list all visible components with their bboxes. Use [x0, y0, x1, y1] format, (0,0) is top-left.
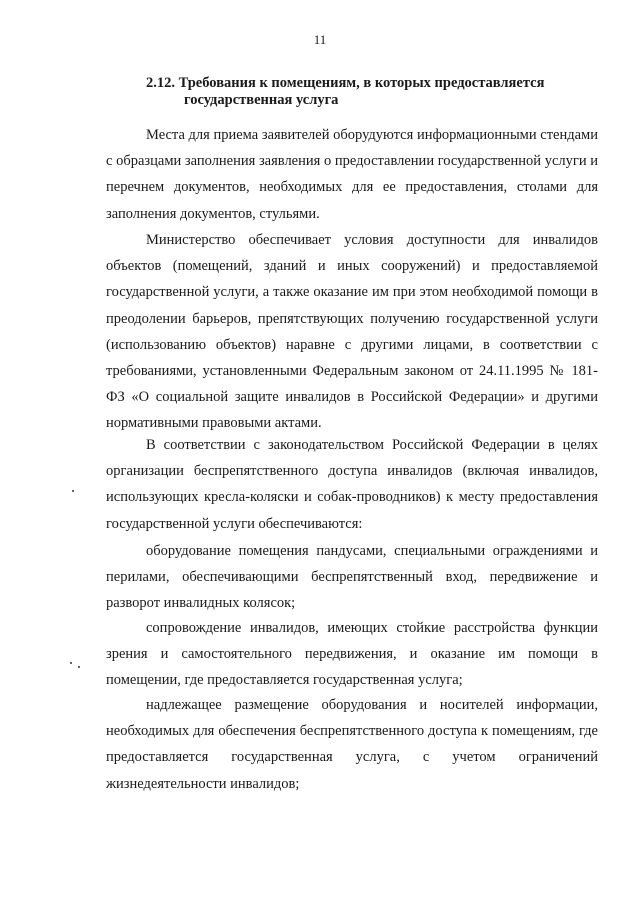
section-title-line1: Требования к помещениям, в которых предоставляется [178, 75, 545, 91]
section-number: 2.12. [146, 75, 175, 91]
scan-speck [72, 490, 74, 492]
list-item-ramps: оборудование помещения пандусами, специальными ограждениями и перилами, обеспечивающими беспрепятственный вход, передвижение и разворот инвалидных колясок; [106, 543, 598, 612]
paragraph-waiting-area: Места для приема заявителей оборудуются информационными стендами с образцами заполнения заявления о предоставлении государственной услуги и перечнем документов, необходимых для ее предоставления, столами для заполнения документов, стульями. [106, 127, 598, 222]
list-item-equipment: надлежащее размещение оборудования и носителей информации, необходимых для обеспечения беспрепятственного доступа к помещениям, где предоставляется государственная услуга, с учетом ограничений жизнедеятельности инвалидов; [106, 697, 598, 792]
section-heading [146, 75, 598, 109]
list-item-escort: сопровождение инвалидов, имеющих стойкие расстройства функции зрения и самостоятельного передвижения, и оказание им помощи в помещении, где предоставляется государственная услуга; [106, 620, 598, 689]
paragraph-legislation: В соответствии с законодательством Российской Федерации в целях организации беспрепятственного доступа инвалидов (включая инвалидов, использующих кресла-коляски и собак-проводников) к месту предоставления государственной услуги обеспечиваются: [106, 437, 598, 532]
paragraph-accessibility: Министерство обеспечивает условия доступности для инвалидов объектов (помещений, зданий и иных сооружений) и предоставляемой государственной услуги, а также оказание им при этом необходимой помощи в преодолении барьеров, препятствующих получению государственной услуги (использованию объектов) наравне с другими лицами, в соответствии с требованиями, установленными Федеральным законом от 24.11.1995 № 181-ФЗ «О социальной защите инвалидов в Российской Федерации» и другими нормативными правовыми актами. [106, 232, 598, 432]
scan-speck [70, 662, 72, 664]
section-title-line2: государственная услуга [184, 92, 339, 108]
page-number: 11 [313, 32, 327, 47]
scan-speck [78, 666, 80, 668]
